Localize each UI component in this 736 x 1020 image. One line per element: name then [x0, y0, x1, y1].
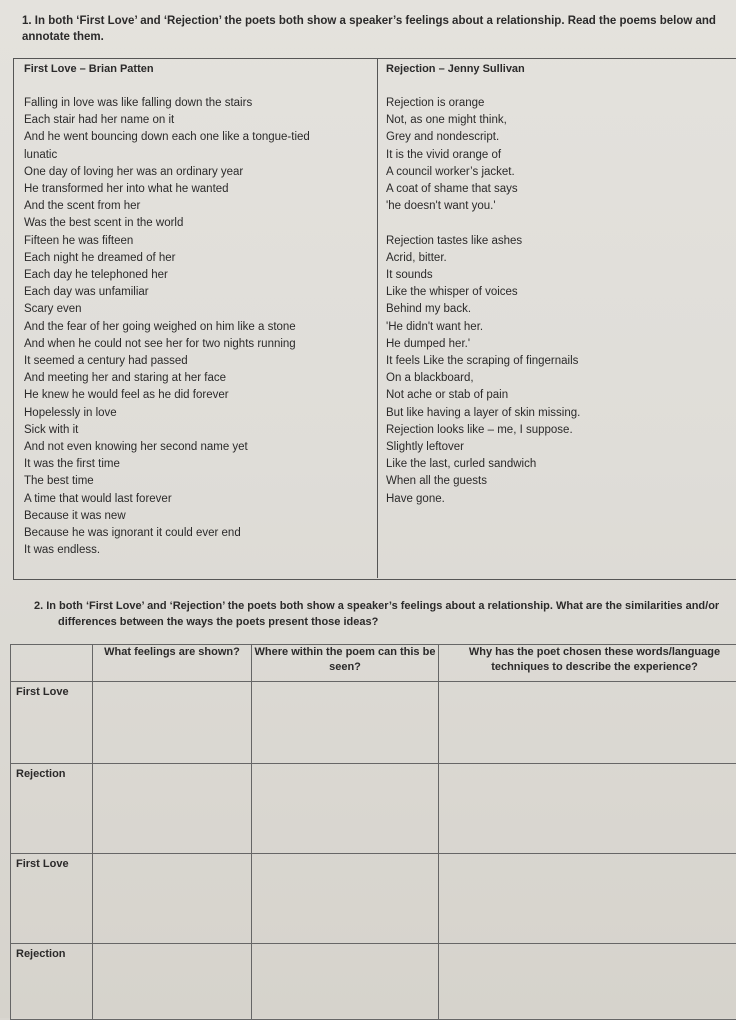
- question-2-text: 2. In both ‘First Love’ and ‘Rejection’ the poets both show a speaker’s feelings about a relationship. What are the similarities and/or differences between the ways the poets present those ideas?: [34, 598, 734, 630]
- question-2: [34, 598, 734, 630]
- poem-line: A council worker’s jacket.: [386, 164, 580, 181]
- row-label: First Love: [11, 682, 93, 764]
- poem-line: A coat of shame that says: [386, 181, 580, 198]
- poem-line: Each day he telephoned her: [24, 267, 310, 284]
- poem-line: 'he doesn't want you.': [386, 198, 580, 215]
- poem-line: It was the first time: [24, 456, 310, 473]
- poem-line: Have gone.: [386, 491, 580, 508]
- answer-cell[interactable]: [93, 764, 252, 854]
- poem-line: And when he could not see her for two nights running: [24, 336, 310, 353]
- poem-line: And meeting her and staring at her face: [24, 370, 310, 387]
- poem-line: A time that would last forever: [24, 491, 310, 508]
- poem-rejection: [386, 95, 580, 508]
- poem-line: Rejection looks like – me, I suppose.: [386, 422, 580, 439]
- poem-line: Falling in love was like falling down the stairs: [24, 95, 310, 112]
- poem-line: The best time: [24, 473, 310, 490]
- poem-line: He knew he would feel as he did forever: [24, 387, 310, 404]
- poem-line: It is the vivid orange of: [386, 147, 580, 164]
- poem-line: Because he was ignorant it could ever end: [24, 525, 310, 542]
- answer-cell[interactable]: [252, 944, 439, 1020]
- answer-cell[interactable]: [252, 854, 439, 944]
- row-label: First Love: [11, 854, 93, 944]
- poems-divider: [377, 58, 378, 578]
- stanza-break: [386, 215, 580, 232]
- poem-line: Rejection is orange: [386, 95, 580, 112]
- poem-line: It seemed a century had passed: [24, 353, 310, 370]
- header-why: Why has the poet chosen these words/language techniques to describe the experience?: [439, 645, 736, 682]
- answer-cell[interactable]: [439, 764, 736, 854]
- poem-line: Not, as one might think,: [386, 112, 580, 129]
- poem-line: And not even knowing her second name yet: [24, 439, 310, 456]
- poem-line: He dumped her.': [386, 336, 580, 353]
- poem-line: And the scent from her: [24, 198, 310, 215]
- poem-line: Like the last, curled sandwich: [386, 456, 580, 473]
- poem-line: Fifteen he was fifteen: [24, 233, 310, 250]
- poem-line: On a blackboard,: [386, 370, 580, 387]
- table-row: [11, 764, 736, 854]
- poem-line: He transformed her into what he wanted: [24, 181, 310, 198]
- comparison-table: [10, 644, 736, 1020]
- poem-line: Each day was unfamiliar: [24, 284, 310, 301]
- poem-line: It was endless.: [24, 542, 310, 559]
- poem-line: Acrid, bitter.: [386, 250, 580, 267]
- poem-title-first-love: First Love – Brian Patten: [24, 63, 154, 75]
- answer-cell[interactable]: [252, 764, 439, 854]
- poem-line: Rejection tastes like ashes: [386, 233, 580, 250]
- answer-cell[interactable]: [439, 682, 736, 764]
- answer-cell[interactable]: [93, 682, 252, 764]
- poem-line: Scary even: [24, 301, 310, 318]
- poem-line: It sounds: [386, 267, 580, 284]
- table-row: [11, 682, 736, 764]
- poem-line: Slightly leftover: [386, 439, 580, 456]
- poem-line: Grey and nondescript.: [386, 129, 580, 146]
- poem-line: Not ache or stab of pain: [386, 387, 580, 404]
- poem-line: Because it was new: [24, 508, 310, 525]
- answer-cell[interactable]: [252, 682, 439, 764]
- poem-line: But like having a layer of skin missing.: [386, 405, 580, 422]
- answer-cell[interactable]: [439, 854, 736, 944]
- poem-line: 'He didn't want her.: [386, 319, 580, 336]
- header-where: Where within the poem can this be seen?: [252, 645, 439, 682]
- poem-line: Like the whisper of voices: [386, 284, 580, 301]
- poem-line: Hopelessly in love: [24, 405, 310, 422]
- table-row: [11, 944, 736, 1020]
- poem-line: One day of loving her was an ordinary year: [24, 164, 310, 181]
- table-row: [11, 854, 736, 944]
- poem-line: lunatic: [24, 147, 310, 164]
- poem-line: Each stair had her name on it: [24, 112, 310, 129]
- poem-line: Behind my back.: [386, 301, 580, 318]
- poem-line: Each night he dreamed of her: [24, 250, 310, 267]
- header-blank: [11, 645, 93, 682]
- poem-title-rejection: Rejection – Jenny Sullivan: [386, 63, 525, 75]
- poem-line: It feels Like the scraping of fingernails: [386, 353, 580, 370]
- header-feelings: What feelings are shown?: [93, 645, 252, 682]
- question-1: 1. In both ‘First Love’ and ‘Rejection’ the poets both show a speaker’s feelings about a relationship. Read the poems below and annotate them.: [22, 13, 732, 45]
- row-label: Rejection: [11, 764, 93, 854]
- poem-line: Sick with it: [24, 422, 310, 439]
- poem-line: And the fear of her going weighed on him like a stone: [24, 319, 310, 336]
- poem-line: When all the guests: [386, 473, 580, 490]
- row-label: Rejection: [11, 944, 93, 1020]
- poem-line: Was the best scent in the world: [24, 215, 310, 232]
- poem-first-love: [24, 95, 310, 559]
- poem-line: And he went bouncing down each one like a tongue-tied: [24, 129, 310, 146]
- answer-cell[interactable]: [93, 854, 252, 944]
- answer-cell[interactable]: [93, 944, 252, 1020]
- table-header-row: [11, 645, 736, 682]
- answer-cell[interactable]: [439, 944, 736, 1020]
